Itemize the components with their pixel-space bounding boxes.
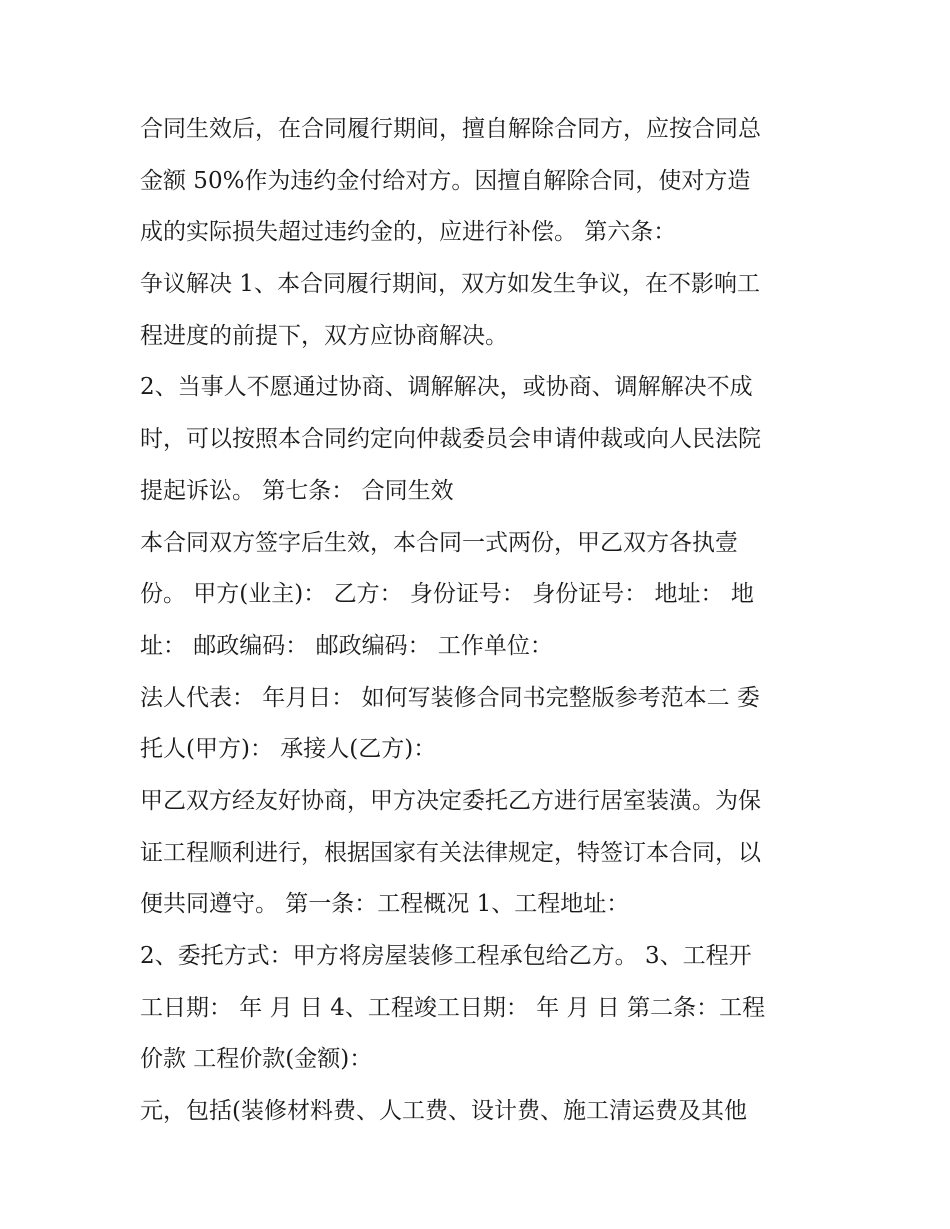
text-line: 份。 甲方(业主)： 乙方： 身份证号： 身份证号： 地址： 地 (140, 581, 754, 608)
text-line: 合同生效后，在合同履行期间，擅自解除合同方，应按合同总 (140, 116, 761, 142)
text-line: 提起诉讼。 第七条： 合同生效 (140, 477, 454, 504)
text-line: 元，包括(装修材料费、人工费、设计费、施工清运费及其他 (140, 1098, 747, 1125)
text-line: 工日期： 年 月 日 4、工程竣工日期： 年 月 日 第二条：工程 (140, 994, 766, 1021)
text-line: 价款 工程价款(金额)： (140, 1046, 373, 1073)
text-line: 托人(甲方)： 承接人(乙方)： (140, 736, 437, 763)
text-line: 2、当事人不愿通过协商、调解解决，或协商、调解解决不成 (140, 374, 753, 401)
text-line: 甲乙双方经友好协商，甲方决定委托乙方进行居室装潢。为保 (140, 787, 761, 814)
text-line: 金额 50%作为违约金付给对方。因擅自解除合同，使对方造 (140, 167, 751, 194)
text-line: 便共同遵守。 第一条：工程概况 1、工程地址： (140, 891, 630, 918)
contract-text-body (140, 104, 820, 1138)
text-line: 本合同双方签字后生效，本合同一式两份，甲乙双方各执壹 (140, 529, 738, 556)
text-line: 成的实际损失超过违约金的，应进行补偿。 第六条： (140, 219, 677, 246)
text-line: 程进度的前提下，双方应协商解决。 (140, 322, 508, 349)
text-line: 法人代表： 年月日： 如何写装修合同书完整版参考范本二 委 (140, 684, 760, 711)
text-line: 2、委托方式：甲方将房屋装修工程承包给乙方。 3、工程开 (140, 943, 752, 969)
text-line: 证工程顺利进行，根据国家有关法律规定，特签订本合同，以 (140, 839, 761, 866)
text-line: 争议解决 1、本合同履行期间，双方如发生争议，在不影响工 (140, 271, 760, 298)
text-line: 址： 邮政编码： 邮政编码： 工作单位： (140, 632, 553, 659)
text-line: 时，可以按照本合同约定向仲裁委员会申请仲裁或向人民法院 (140, 426, 761, 453)
